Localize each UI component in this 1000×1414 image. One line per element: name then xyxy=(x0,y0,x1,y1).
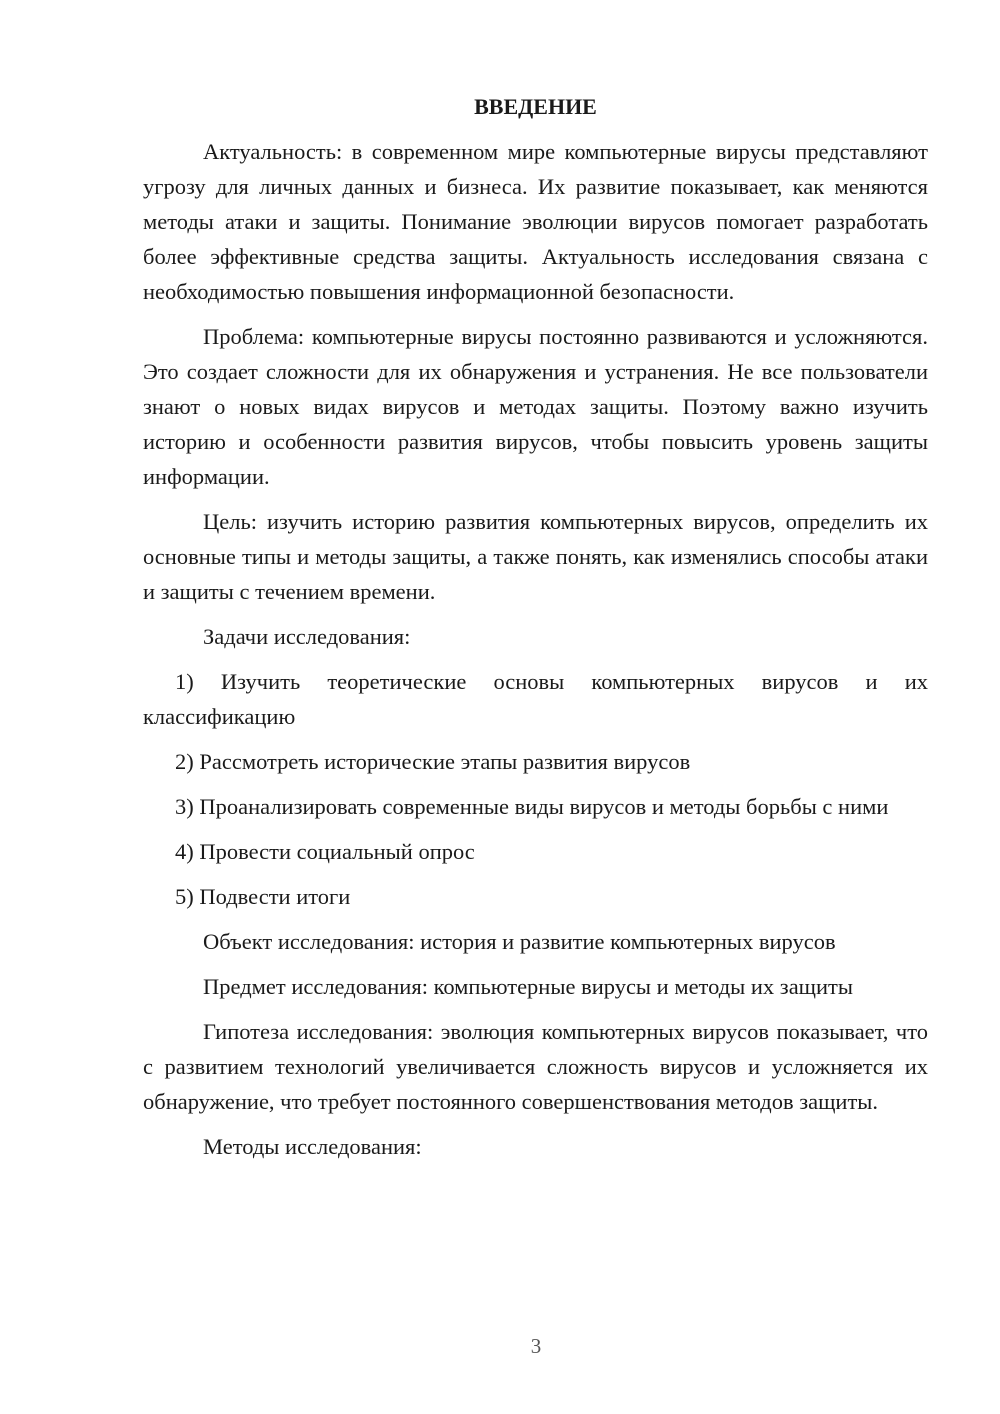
task-item-1: 1) Изучить теоретические основы компьютерных вирусов и их классификацию xyxy=(143,669,928,729)
relevance-paragraph: Актуальность: в современном мире компьютерные вирусы представляют угрозу для личных данных и бизнеса. Их развитие показывает, как меняются методы атаки и защиты. Понимание эволюции вирусов помогает разработать более эффективные средства защиты. Актуальность исследования связана с необходимостью повышения информационной безопасности. xyxy=(143,139,928,304)
tasks-heading: Задачи исследования: xyxy=(203,624,411,649)
page-title: ВВЕДЕНИЕ xyxy=(474,94,597,119)
page-number: 3 xyxy=(530,1334,542,1358)
methods-heading: Методы исследования: xyxy=(203,1134,422,1159)
task-item-4: 4) Провести социальный опрос xyxy=(175,839,475,864)
hypothesis-paragraph: Гипотеза исследования: эволюция компьютерных вирусов показывает, что с развитием технологий увеличивается сложность вирусов и усложняется их обнаружение, что требует постоянного совершенствования методов защиты. xyxy=(143,1019,928,1114)
task-item-5: 5) Подвести итоги xyxy=(175,884,351,909)
problem-paragraph: Проблема: компьютерные вирусы постоянно развиваются и усложняются. Это создает сложности для их обнаружения и устранения. Не все пользователи знают о новых видах вирусов и методах защиты. Поэтому важно изучить историю и особенности развития вирусов, чтобы повысить уровень защиты информации. xyxy=(143,324,928,489)
task-item-2: 2) Рассмотреть исторические этапы развития вирусов xyxy=(175,749,691,774)
research-object: Объект исследования: история и развитие компьютерных вирусов xyxy=(203,929,836,954)
goal-paragraph: Цель: изучить историю развития компьютерных вирусов, определить их основные типы и методы защиты, а также понять, как изменялись способы атаки и защиты с течением времени. xyxy=(143,509,928,604)
task-item-3: 3) Проанализировать современные виды вирусов и методы борьбы с ними xyxy=(175,794,889,819)
document-page xyxy=(143,92,928,1174)
research-subject: Предмет исследования: компьютерные вирусы и методы их защиты xyxy=(203,974,853,999)
